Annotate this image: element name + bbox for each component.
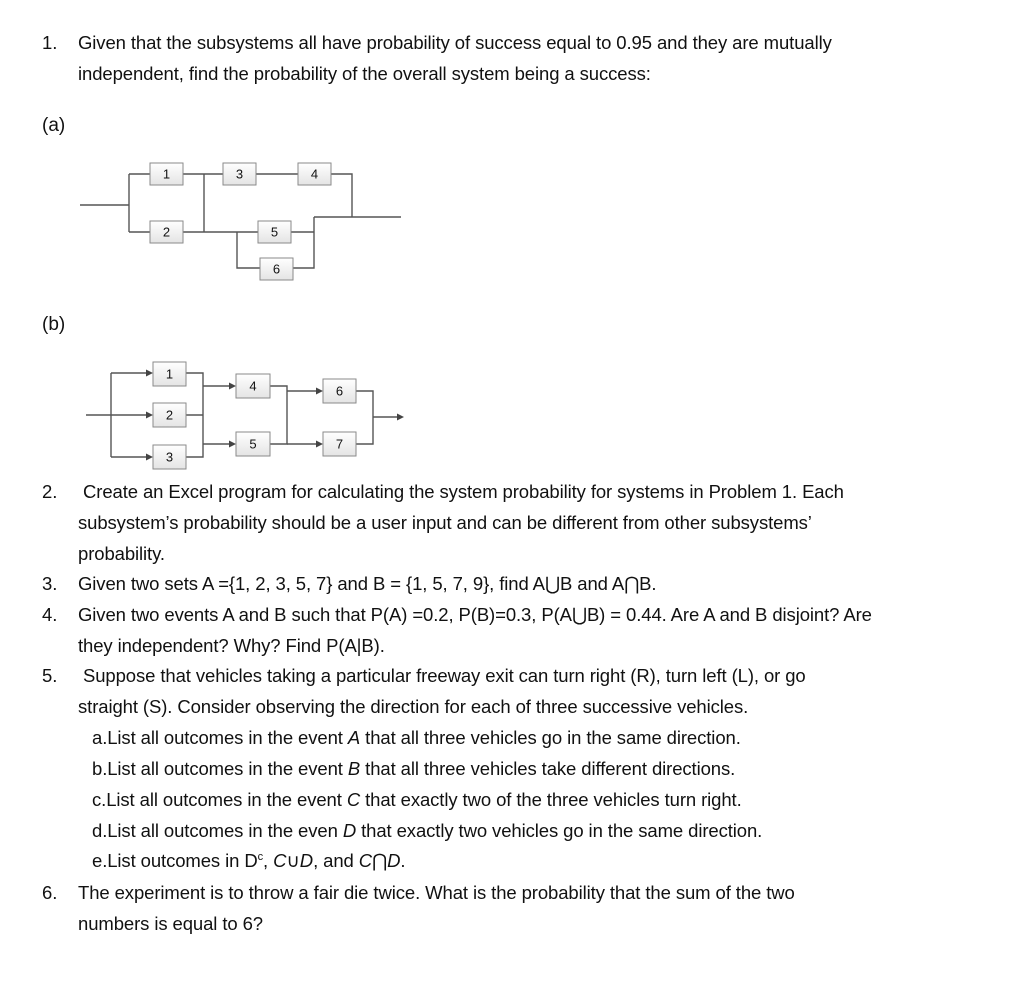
subsystem-box-5 [236,432,270,456]
problem-4-text-line2: they independent? Why? Find P(A|B). [78,635,385,656]
problem-6-text-line2: numbers is equal to 6? [78,913,263,934]
problem-1-text-line1: Given that the subsystems all have probability of success equal to 0.95 and they are mutually [78,32,832,53]
problem-5-item-d: d.List all outcomes in the even D that exactly two vehicles go in the same direction. [92,820,763,841]
problem-5-number: 5. [42,665,58,686]
svg-text:4: 4 [310,166,319,182]
svg-text:5: 5 [249,436,257,452]
part-b-label: (b) [42,314,66,335]
svg-text:5: 5 [270,224,279,240]
problem-2-text-line2: subsystem’s probability should be a user input and can be different from other subsystems’ [78,512,812,533]
svg-text:1: 1 [162,166,171,182]
problem-5-item-e: e.List outcomes in $D^c$, C∪D, and C⋂D. [92,850,406,871]
part-a-label: (a) [42,115,66,136]
svg-text:1: 1 [165,366,174,382]
problem-1-text-line2: independent, find the probability of the overall system being a success: [78,63,651,84]
problem-5-text-line1: Suppose that vehicles taking a particular freeway exit can turn right (R), turn left (L), or go [83,665,806,686]
subsystem-box-1 [150,163,183,185]
problem-5-item-c: c.List all outcomes in the event C that exactly two of the three vehicles turn right. [92,789,742,810]
subsystem-box-7 [323,432,356,456]
subsystem-box-6 [260,258,293,280]
problem-5-item-a: a.List all outcomes in the event A that all three vehicles go in the same direction. [92,727,741,748]
problem-2-text-line3: probability. [78,543,165,564]
problem-4-text-line1: Given two events A and B such that P(A) =0.2, P(B)=0.3, P(A⋃B) = 0.44. Are A and B disjoint? Are [78,604,872,625]
problem-2-number: 2. [42,481,58,502]
problem-6-number: 6. [42,882,58,903]
subsystem-box-2 [153,403,186,427]
subsystem-box-3 [153,445,186,469]
problem-3-number: 3. [42,573,58,594]
svg-text:4: 4 [249,378,257,394]
problem-3-text-line1: Given two sets A ={1, 2, 3, 5, 7} and B = {1, 5, 7, 9}, find A⋃B and A⋂B. [78,573,657,594]
problem-2-text-line1: Create an Excel program for calculating the system probability for systems in Problem 1. Each [83,481,844,502]
subsystem-box-6 [323,379,356,403]
subsystem-box-3 [223,163,256,185]
subsystem-box-2 [150,221,183,243]
reliability-diagram-b [70,350,420,470]
problem-5-text-line2: straight (S). Consider observing the direction for each of three successive vehicles. [78,696,749,717]
problem-6-text-line1: The experiment is to throw a fair die twice. What is the probability that the sum of the two [78,882,795,903]
svg-text:6: 6 [335,383,344,399]
problem-4-number: 4. [42,604,58,625]
reliability-diagram-a [70,150,420,290]
svg-text:2: 2 [165,407,174,423]
svg-text:6: 6 [272,261,281,277]
svg-text:7: 7 [335,436,344,452]
subsystem-box-4 [298,163,331,185]
subsystem-box-1 [153,362,186,386]
svg-text:3: 3 [165,449,174,465]
svg-text:2: 2 [162,224,171,240]
problem-1-number: 1. [42,32,58,53]
svg-text:3: 3 [235,166,244,182]
subsystem-box-5 [258,221,291,243]
problem-5-item-b: b.List all outcomes in the event B that all three vehicles take different directions. [92,758,736,779]
subsystem-box-4 [236,374,270,398]
